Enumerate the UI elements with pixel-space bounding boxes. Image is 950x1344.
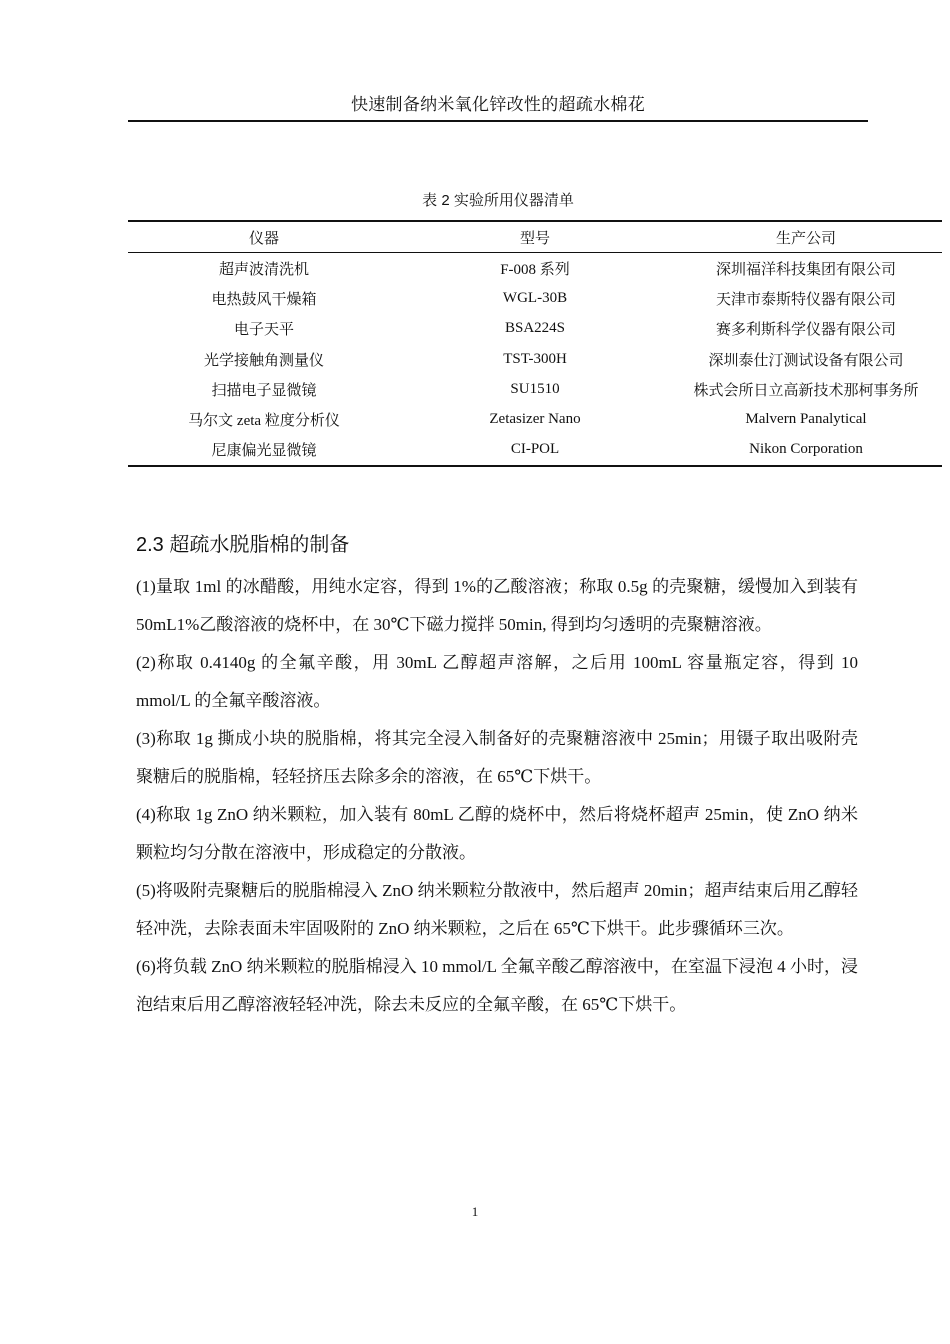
table-row xyxy=(128,374,942,404)
table-cell: WGL-30B xyxy=(502,289,568,306)
table-row xyxy=(128,435,942,466)
column-header: 仪器 xyxy=(128,221,400,253)
table-row xyxy=(128,314,942,344)
table-cell: 马尔文 zeta 粒度分析仪 xyxy=(188,413,340,430)
table-header-row xyxy=(128,221,942,253)
table-cell: 赛多利斯科学仪器有限公司 xyxy=(715,322,896,339)
procedure-step-3: (3)称取 1g 撕成小块的脱脂棉，将其完全浸入制备好的壳聚糖溶液中 25min；用镊子取出吸附壳聚糖后的脱脂棉，轻轻挤压去除多余的溶液，在 65℃下烘干。 xyxy=(136,729,858,786)
table-row xyxy=(128,404,942,434)
table-cell: 光学接触角测量仪 xyxy=(203,352,324,369)
table-cell: 深圳泰仕汀测试设备有限公司 xyxy=(708,352,904,369)
column-header: 生产公司 xyxy=(670,221,942,253)
equipment-table xyxy=(128,220,942,467)
procedure-step-5: (5)将吸附壳聚糖后的脱脂棉浸入 ZnO 纳米颗粒分散液中，然后超声 20min；超声结束后用乙醇轻轻冲洗，去除表面未牢固吸附的 ZnO 纳米颗粒，之后在 65℃下烘干。此步骤循环三次。 xyxy=(136,881,858,938)
table-cell: 扫描电子显微镜 xyxy=(211,382,317,399)
table-cell: 电热鼓风干燥箱 xyxy=(211,291,317,308)
section-body xyxy=(136,568,858,1024)
table-cell: 深圳福洋科技集团有限公司 xyxy=(715,261,896,278)
column-header: 型号 xyxy=(400,221,670,253)
table-caption: 表 2 实验所用仪器清单 xyxy=(422,192,574,209)
page-header-title: 快速制备纳米氧化锌改性的超疏水棉花 xyxy=(350,95,646,114)
page-number: 1 xyxy=(471,1204,479,1219)
procedure-step-6: (6)将负载 ZnO 纳米颗粒的脱脂棉浸入 10 mmol/L 全氟辛酸乙醇溶液中，在室温下浸泡 4 小时，浸泡结束后用乙醇溶液轻轻冲洗，除去未反应的全氟辛酸，在 65℃下烘干。 xyxy=(136,957,858,1014)
table-cell: TST-300H xyxy=(503,350,567,367)
procedure-step-2: (2)称取 0.4140g 的全氟辛酸，用 30mL 乙醇超声溶解，之后用 100mL 容量瓶定容，得到 10 mmol/L 的全氟辛酸溶液。 xyxy=(136,653,858,710)
header-rule xyxy=(128,120,868,122)
table-cell: Nikon Corporation xyxy=(670,435,942,466)
table-cell: CI-POL xyxy=(400,435,670,466)
table-cell: BSA224S xyxy=(504,320,566,337)
table-row xyxy=(128,344,942,374)
table-cell: SU1510 xyxy=(510,380,560,397)
procedure-step-4: (4)称取 1g ZnO 纳米颗粒，加入装有 80mL 乙醇的烧杯中，然后将烧杯超声 25min，使 ZnO 纳米颗粒均匀分散在溶液中，形成稳定的分散液。 xyxy=(136,805,858,862)
table-cell: F-008 系列 xyxy=(500,261,570,278)
table-cell: 天津市泰斯特仪器有限公司 xyxy=(715,291,896,308)
table-cell: Malvern Panalytical xyxy=(745,411,867,428)
table-cell: 株式会所日立高新技术那柯事务所 xyxy=(693,382,919,399)
table-row xyxy=(128,253,942,284)
section-heading: 2.3 超疏水脱脂棉的制备 xyxy=(136,534,350,556)
procedure-step-1: (1)量取 1ml 的冰醋酸，用纯水定容，得到 1%的乙酸溶液；称取 0.5g 的壳聚糖，缓慢加入到装有 50mL1%乙酸溶液的烧杯中，在 30℃下磁力搅拌 50min, 得到均匀透明的壳聚糖溶液。 xyxy=(136,577,858,634)
table-cell: 超声波清洗机 xyxy=(218,261,309,278)
table-cell: 电子天平 xyxy=(233,322,294,339)
table-cell: 尼康偏光显微镜 xyxy=(128,435,400,466)
table-row xyxy=(128,283,942,313)
table-cell: Zetasizer Nano xyxy=(489,411,581,428)
